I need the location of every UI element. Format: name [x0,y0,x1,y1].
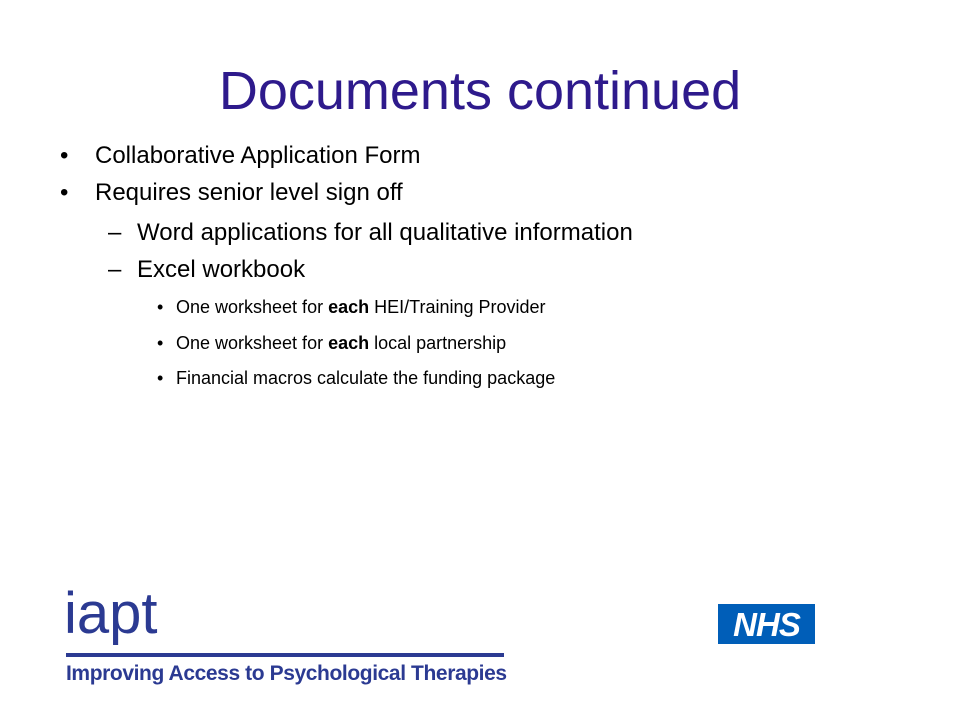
bullet-marker: • [60,179,69,206]
iapt-tagline: Improving Access to Psychological Therapies [66,662,507,685]
nhs-logo [718,604,815,644]
sub-sub-bullet-text [176,332,506,354]
slide-title: Documents continued [218,61,742,121]
sub-sub-bullet-text: Financial macros calculate the funding package [176,368,556,388]
bullet-marker: • [60,142,69,169]
bold-emphasis: each [328,297,370,317]
iapt-divider [66,653,504,657]
sub-bullet-text: Word applications for all qualitative information [137,219,633,246]
text-part: local partnership [369,333,507,353]
sub-sub-bullet-text [176,296,546,318]
bullet-text: Collaborative Application Form [95,142,421,169]
text-part: One worksheet for [176,297,329,317]
bullet-marker: • [157,368,164,388]
text-part: One worksheet for [176,333,329,353]
nhs-logo-text: NHS [733,606,800,643]
bullet-marker: • [157,333,164,353]
bullet-marker: • [157,297,164,317]
bold-emphasis: each [328,333,370,353]
sub-bullet-text: Excel workbook [137,256,306,283]
dash-marker: – [108,256,122,283]
dash-marker: – [108,219,122,246]
bullet-text: Requires senior level sign off [95,179,403,206]
text-part: HEI/Training Provider [369,297,546,317]
iapt-wordmark: iapt [64,581,158,646]
